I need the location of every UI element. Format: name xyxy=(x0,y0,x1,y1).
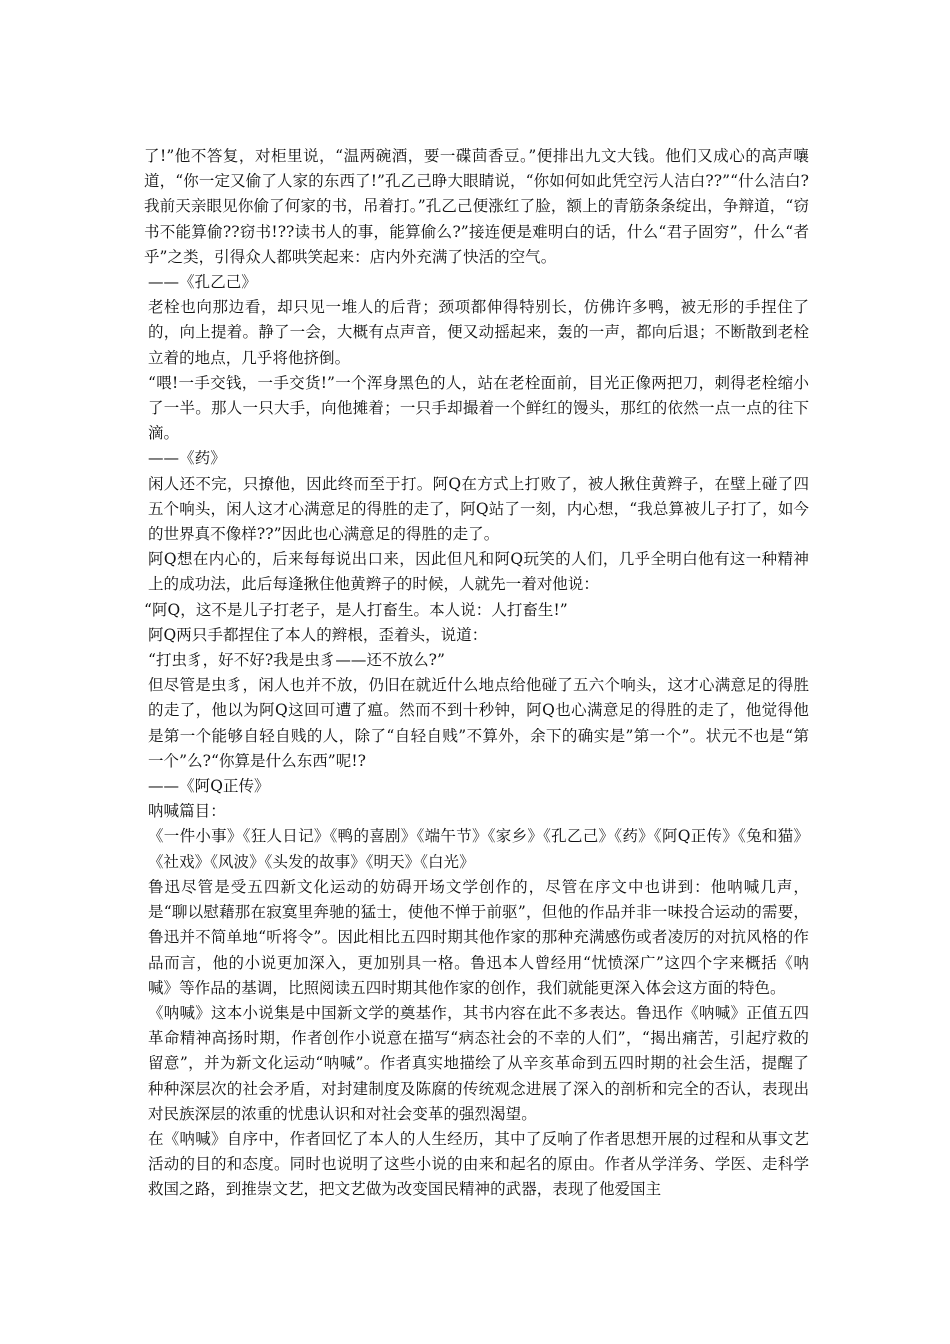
source-ah-q: ——《阿Q正传》 xyxy=(148,777,270,796)
source-medicine: ——《药》 xyxy=(148,449,226,468)
document-body xyxy=(144,144,809,1203)
paragraph-analysis-2: 《呐喊》这本小说集是中国新文学的奠基作，其书内容在此不多表达。鲁迅作《呐喊》正值五四革命精神高扬时期，作者创作小说意在描写“病态社会的不幸的人们”，“揭出痛苦，引起疗救的留意”，并为新文化运动“呐喊”。作者真实地描绘了从辛亥革命到五四时期的社会生活，提醒了种种深层次的社会矛盾，对封建制度及陈腐的传统观念进展了深入的剖析和完全的否认，表现出对民族深层的浓重的忧患认识和对社会变革的强烈渴望。 xyxy=(148,1003,809,1123)
paragraph-medicine-excerpt-2: “喂!一手交钱，一手交货!”一个浑身黑色的人，站在老栓面前，目光正像两把刀，刺得老栓缩小了一半。那人一只大手，向他摊着；一只手却撮着一个鲜红的馒头，那红的依然一点一点的往下滴。 xyxy=(148,373,809,443)
heading-nahan-titles: 呐喊篇目： xyxy=(148,802,226,821)
paragraph-ah-q-excerpt-1: 闲人还不完，只撩他，因此终而至于打。阿Q在方式上打败了，被人揪住黄辫子，在壁上碰了四五个响头，闲人这才心满意足的得胜的走了，阿Q站了一刻，内心想，“我总算被儿子打了，如今的世界真不像样??”因此也心满意足的得胜的走了。 xyxy=(148,474,809,544)
paragraph-ah-q-quote-1: “阿Q，这不是儿子打老子，是人打畜生。本人说：人打畜生!” xyxy=(144,600,568,619)
paragraph-analysis-1: 鲁迅尽管是受五四新文化运动的妨碍开场文学创作的，尽管在序文中也讲到：他呐喊几声，是“聊以慰藉那在寂寞里奔驰的猛士，使他不惮于前驱”，但他的作品并非一味投合运动的需要，鲁迅并不简单地“听将令”。因此相比五四时期其他作家的那种充满感伤或者凌厉的对抗风格的作品而言，他的小说更加深入，更加别具一格。鲁迅本人曾经用“忧愤深广”这四个字来概括《呐喊》等作品的基调，比照阅读五四时期其他作家的创作，我们就能更深入体会这方面的特色。 xyxy=(148,877,809,997)
paragraph-nahan-title-list: 《一件小事》《狂人日记》《鸭的喜剧》《端午节》《家乡》《孔乙己》《药》《阿Q正传》《兔和猫》《社戏》《风波》《头发的故事》《明天》《白光》 xyxy=(148,827,809,871)
paragraph-ah-q-excerpt-3: 阿Q两只手都捏住了本人的辫根，歪着头，说道： xyxy=(148,625,488,644)
paragraph-kong-yiji-excerpt: 了!”他不答复，对柜里说，“温两碗酒，要一碟茴香豆。”便排出九文大钱。他们又成心的高声嚷道，“你一定又偷了人家的东西了!”孔乙己睁大眼睛说，“你如何如此凭空污人洁白??”“什么洁白?我前天亲眼见你偷了何家的书，吊着打。”孔乙己便涨红了脸，额上的青筋条条绽出，争辩道，“窃书不能算偷??窃书!??读书人的事，能算偷么?”接连便是难明白的话，什么“君子固穷”，什么“者乎”之类，引得众人都哄笑起来：店内外充满了快活的空气。 xyxy=(144,147,809,266)
paragraph-analysis-3: 在《呐喊》自序中，作者回忆了本人的人生经历，其中了反响了作者思想开展的过程和从事文艺活动的目的和态度。同时也说明了这些小说的由来和起名的原由。作者从学洋务、学医、走科学救国之路，到推崇文艺，把文艺做为改变国民精神的武器，表现了他爱国主 xyxy=(148,1129,809,1199)
paragraph-ah-q-quote-2: “打虫豸，好不好?我是虫豸——还不放么?” xyxy=(148,651,446,670)
paragraph-medicine-excerpt-1: 老栓也向那边看，却只见一堆人的后背；颈项都伸得特别长，仿佛许多鸭，被无形的手捏住了的，向上提着。静了一会，大概有点声音，便又动摇起来，轰的一声，都向后退；不断散到老栓立着的地点，几乎将他挤倒。 xyxy=(148,298,809,367)
paragraph-ah-q-excerpt-2: 阿Q想在内心的，后来每每说出口来，因此但凡和阿Q玩笑的人们，几乎全明白他有这一种精神上的成功法，此后每逢揪住他黄辫子的时候，人就先一着对他说： xyxy=(148,550,809,594)
paragraph-ah-q-excerpt-4: 但尽管是虫豸，闲人也并不放，仍旧在就近什么地点给他碰了五六个响头，这才心满意足的得胜的走了，他以为阿Q这回可遭了瘟。然而不到十秒钟，阿Q也心满意足的得胜的走了，他觉得他是第一个能够自轻自贱的人，除了“自轻自贱”不算外，余下的确实是”第一个”。状元不也是“第一个”么?“你算是什么东西”呢!? xyxy=(148,676,809,770)
source-kong-yiji: ——《孔乙己》 xyxy=(148,273,257,292)
